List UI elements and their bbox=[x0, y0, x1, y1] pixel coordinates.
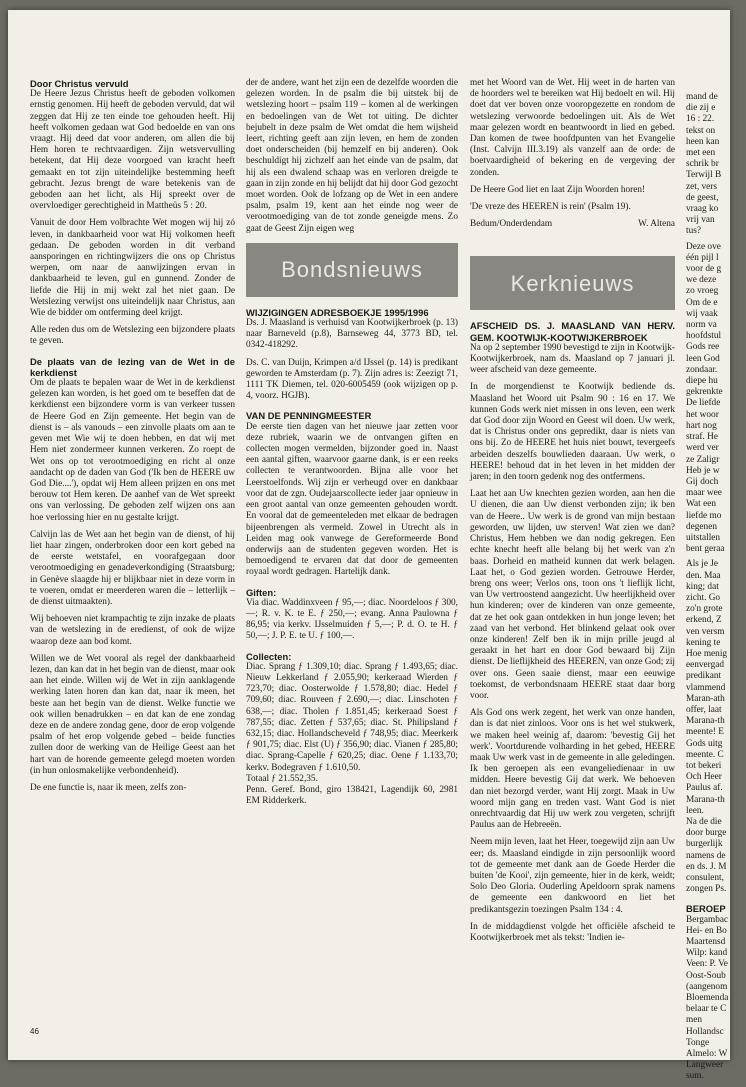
paragraph: der de andere, want het zijn een de dezelfde woorden die gelezen worden. In de psalm die bij uitstek bij de wetslezing hoort – psalm 119 – komen al de werkingen en bedoelingen van de Wet tot uiting. De dichter bejubelt in deze psalm de Wet omdat die hem wijsheid leert, richting geeft aan zijn leven, en hem de zonden doet onderscheiden (bij hemzelf en bij anderen). Ook beschuldigt hij zichzelf aan het einde van de psalm, dat hij als een dwalend schaap was en verloren dreigde te gaan in zijn zonde en hij belijdt dat hij door God gezocht moet worden. Ook de lofzang op de Wet in een andere psalm, psalm 19, kent aan het einde nog weer de verootmoediging van de tot zonde geneigde mens. Zo gaat de Geest Zijn eigen weg bbox=[246, 78, 458, 234]
clipped-line: tekst on bbox=[686, 125, 716, 136]
banner-title: Bondsnieuws bbox=[281, 257, 423, 283]
clipped-line: door burge bbox=[686, 828, 727, 839]
clipped-line: Paulus af. bbox=[686, 783, 723, 794]
clipped-line: tus? bbox=[686, 226, 701, 237]
clipped-line: Tonge bbox=[686, 1037, 710, 1048]
clipped-line: ze Zaligr bbox=[686, 454, 720, 465]
clipped-line: mand de bbox=[686, 92, 718, 102]
clipped-line: de geest, bbox=[686, 192, 719, 203]
paragraph: De Heere Jezus Christus heeft de geboden volkomen ernstig genomen. Hij heeft de geboden vervuld, dat wil zeggen dat Hij ze ten einde toe gehouden heeft. Hij heeft volkomen gedaan wat God bedoelde en van ons vraagt. Hij deed dat voor anderen, om allen die bij Hem horen te rechtvaardigen. Zijn wetsvervulling betekent, dat Hij deze voorgoed van kracht heeft gemaakt en tot zijn uiteindelijke bestemming heeft gebracht. Jezus brengt de ware betekenis van de geboden aan het licht, als Hij spreekt over de overvloediger gerechtigheid in Mattheüs 5 : 20. bbox=[30, 89, 235, 212]
clipped-line: zicht. Go bbox=[686, 592, 721, 603]
column-1 bbox=[30, 78, 235, 800]
clipped-line: king; dat bbox=[686, 581, 719, 592]
heading-wijzigingen-adresboekje: WIJZIGINGEN ADRESBOEKJE 1995/1996 bbox=[246, 306, 429, 318]
clipped-line: Om de e bbox=[686, 297, 718, 308]
heading-penningmeester: VAN DE PENNINGMEESTER bbox=[246, 410, 372, 422]
clipped-line: meente! E bbox=[686, 727, 724, 738]
clipped-line: bent geraa bbox=[686, 544, 725, 555]
clipped-line: Gods ree bbox=[686, 342, 720, 353]
clipped-line: De liefde bbox=[686, 398, 721, 409]
clipped-line: Wilp: kand bbox=[686, 948, 728, 959]
kerknieuws-banner bbox=[470, 256, 675, 310]
clipped-line: wij vaak bbox=[686, 308, 718, 319]
clipped-line: liefde mo bbox=[686, 510, 722, 521]
clipped-line: Wat een bbox=[686, 499, 716, 510]
page-number: 46 bbox=[30, 1027, 39, 1036]
clipped-line: uitstallen bbox=[686, 532, 721, 543]
clipped-line: 16 : 22. bbox=[686, 114, 715, 125]
clipped-line: Gij doch bbox=[686, 476, 719, 487]
clipped-line: Langweer bbox=[686, 1060, 724, 1071]
paragraph: In de middagdienst volgde het officiële afscheid te Kootwijkerbroek met als tekst: 'Indien ie- bbox=[470, 921, 675, 943]
clipped-line: den. Maa bbox=[686, 570, 721, 581]
column-2 bbox=[246, 78, 458, 813]
bondsnieuws-banner bbox=[246, 243, 458, 297]
clipped-line: erkend, Z bbox=[686, 615, 722, 626]
clipped-line: we deze bbox=[686, 275, 717, 286]
paragraph: Diac. Sprang ƒ 1.309,10; diac. Sprang ƒ 1.493,65; diac. Nieuw Lekkerland ƒ 2.055,90; kerkeraad Wierden ƒ 723,70; diac. Oosterwolde ƒ 1.578,80; diac. Hedel ƒ 709,60; diac. Rouveen ƒ 2.690,—; diac. Linschoten ƒ 638,—; diac. Tholen ƒ 1.851,45; kerkeraad Soest ƒ 787,55; diac. Zetten ƒ 537,65; diac. St. Philipsland ƒ 632,15; diac. Hollandscheveld ƒ 748,95; diac. Meerkerk ƒ 901,75; diac. Elst (U) ƒ 356,90; diac. Vianen ƒ 285,80; diac. Sprang-Capelle ƒ 620,25; diac. Oene ƒ 1.133,70; kerkv. Bodegraven ƒ 1.610,50. bbox=[246, 661, 458, 773]
clipped-line: Maartensd bbox=[686, 937, 726, 948]
clipped-line: Deze ove bbox=[686, 241, 721, 252]
clipped-line: maar wee bbox=[686, 488, 722, 499]
paragraph: Penn. Geref. Bond, giro 138421, Lagendijk 60, 2981 EM Ridderkerk. bbox=[246, 784, 458, 807]
paragraph: Wij behoeven niet krampachtig te zijn inzake de plaats van de wetslezing in de eredienst, of ook de wijze waarop deze aan bod komt. bbox=[30, 614, 235, 647]
clipped-line: het woor bbox=[686, 409, 719, 420]
clipped-line: Hoe menig bbox=[686, 648, 728, 659]
paragraph: Vanuit de door Hem volbrachte Wet mogen wij hij zó leven, in dankbaarheid voor wat Hij volkomen heeft gedaan. De geboden worden in dit verband aansporingen en richtingwijzers die ons op Christus werpen, om naar de aanwijzingen ervan in dankbaarheid te leven, gul en gunnend. Zonder de liefde die Hij in mij wekt zal het niet gaan. De Wetslezing verwijst ons uiteindelijk naar Christus, aan Wie de bidder om ontferming deel krijgt. bbox=[30, 218, 235, 319]
clipped-line: vlammend bbox=[686, 682, 726, 693]
signature-place: Bedum/Onderdendam bbox=[470, 219, 553, 230]
clipped-line: met een bbox=[686, 148, 716, 159]
heading-door-christus-vervuld: Door Christus vervuld bbox=[30, 78, 129, 89]
clipped-line: norm va bbox=[686, 320, 717, 331]
clipped-line: vraag ko bbox=[686, 204, 719, 215]
clipped-line: degenen bbox=[686, 521, 717, 532]
heading-giften: Giften: bbox=[246, 586, 277, 598]
clipped-line: burgerlijk bbox=[686, 839, 723, 850]
clipped-line: voor de g bbox=[686, 264, 722, 275]
paragraph: Ds. J. Maasland is verhuisd van Kootwijkerbroek (p. 13) naar Barneveld (p.8), Barnseweg 44, 3773 BD, tel. 0342-418292. bbox=[246, 318, 458, 351]
clipped-line: vrij van bbox=[686, 215, 715, 226]
clipped-line: Marana-th bbox=[686, 794, 725, 805]
clipped-line: Als je Je bbox=[686, 559, 719, 570]
clipped-text-block bbox=[686, 92, 746, 238]
clipped-line: Marana-th bbox=[686, 716, 725, 727]
paragraph: Willen we de Wet vooral als regel der dankbaarheid lezen, dan kan dat in het begin van de dienst, maar ook aan het einde. Willen wij de Wet in zijn aanklagende werking laten horen dan kan dat, naar ik meen, het beste aan het begin van de dienst. Welke functie we ook willen benadrukken – en dat kan de ene zondag deze en de andere zondag gene, door de erop volgende psalm of het erop volgende gebed – beide functies zullen door de werking van de Heilige Geest aan het hart van de horende gemeente gelegd moeten worden (in hun onlosmakelijke verbondenheid). bbox=[30, 653, 235, 776]
signature-name: W. Altena bbox=[638, 219, 675, 230]
paragraph: met het Woord van de Wet. Hij weet in de harten van de hoorders wel te bereiken wat Hij bedoelt en wil. Hij doet dat ver boven onze vooropgezette en rondom de wetslezing verwoorde bedoelingen uit. Als de Wet maar gelezen wordt en beantwoordt in lied en gebed. Dan komen de twee hoofdpunten van het Evangelie (Inst. Calvijn III.3.19) als vanzelf aan de orde: de boetvaardigheid of bekering en de vergeving der zonden. bbox=[470, 78, 675, 178]
clipped-line: kening te bbox=[686, 637, 721, 648]
paragraph: De ene functie is, naar ik meen, zelfs zon- bbox=[30, 782, 187, 793]
paragraph: De Heere God liet en laat Zijn Woorden horen! bbox=[470, 184, 646, 195]
clipped-line: sum. bbox=[686, 1071, 704, 1082]
clipped-line: eenvergad bbox=[686, 660, 725, 671]
clipped-line: zet, vers bbox=[686, 181, 717, 192]
clipped-line: diepe hu bbox=[686, 376, 718, 387]
paragraph: Alle reden dus om de Wetslezing een bijzondere plaats te geven. bbox=[30, 325, 235, 347]
clipped-line: Almelo: W bbox=[686, 1049, 728, 1060]
clipped-line: predikant bbox=[686, 671, 722, 682]
clipped-line: consulent, bbox=[686, 873, 724, 884]
clipped-line: werd ver bbox=[686, 443, 719, 454]
clipped-line: gekrenkte bbox=[686, 387, 723, 398]
clipped-line: Hei- en Bo bbox=[686, 925, 727, 936]
clipped-line: straf. He bbox=[686, 432, 719, 443]
paragraph: Via diac. Waddinxveen ƒ 95,—; diac. Noordeloos ƒ 300,—; R. v. K. te E. ƒ 250,—; evang. Anna Paulowna ƒ 86,95; via kerkv. IJsselmuiden ƒ 5,—; P. d. O. te H. ƒ 50,—; J. P. E. te U. ƒ 100,—. bbox=[246, 597, 458, 642]
newspaper-page bbox=[8, 10, 730, 1082]
clipped-line: Bergambac bbox=[686, 914, 729, 925]
clipped-line: en ds. J. M bbox=[686, 861, 727, 872]
clipped-line: Heb je w bbox=[686, 465, 720, 476]
clipped-line: Gods uitg bbox=[686, 738, 723, 749]
clipped-line: namens de bbox=[686, 850, 726, 861]
clipped-text-block bbox=[686, 915, 746, 1083]
paragraph: De eerste tien dagen van het nieuwe jaar zetten voor deze rubriek, waarin we de ontvangen giften en collecten mogen vermelden, bijzonder goed in. Naast een aantal giften, waarvoor gaarne dank, is er een reeks collecten te verantwoorden. Bijna alle voor het Leerstoelfonds. Wij zijn er verheugd over en dankbaar voor dat de zgn. Oudejaarscollecte ieder jaar opnieuw in een groot aantal van onze gemeenten gehouden wordt. En vooral dat de gemeenteleden met elkaar de bedragen bijeenbrengen als vermeld. Zowel in Utrecht als in Leiden mag ook vanwege de Gereformeerde Bond onderwijs aan de studenten gegeven worden. Het is bemoedigend te ervaren dat dat door de gemeenten royaal wordt gedragen. Hartelijk dank. bbox=[246, 421, 458, 578]
clipped-line: Terwijl B bbox=[686, 170, 722, 181]
clipped-line: hart nog bbox=[686, 420, 717, 431]
paragraph: Totaal ƒ 21.552,35. bbox=[246, 773, 318, 784]
clipped-line: Och Heer bbox=[686, 772, 722, 783]
clipped-line: Veen: P. Ve bbox=[686, 959, 728, 970]
clipped-line: zo'n grote bbox=[686, 604, 723, 615]
column-3 bbox=[470, 78, 675, 950]
paragraph: Na op 2 september 1990 bevestigd te zijn in Kootwijk-Kootwijkerbroek, nam ds. Maasland op 7 januari jl. weer afscheid van deze gemeente. bbox=[470, 342, 675, 376]
paragraph: Als God ons werk zegent, het werk van onze handen, dan is dat niet zinloos. Voor ons is het wel stukwerk, we maken heel weinig af, daarom: 'bevestig Gij het werk'. Voortdurende volharding in het gebed, HEERE maak Uw werk vast in de gemeente in alle geledingen. Ik ben geroepen als een evangeliedienaar in uw midden. Heere bevestig Gij dat werk. We behoeven dan niet bezorgd verder, want Hij zorgt. Maak in Uw woord mijn gang en treden vast. Want God is niet onrechtvaardig dat Hij uw werk zou vergeten, schrijft Paulus aan de Hebreeën. bbox=[470, 708, 675, 831]
clipped-line: zongen Ps. bbox=[686, 884, 727, 895]
paragraph: Laat het aan Uw knechten gezien worden, aan hen die U dienen, die aan Uw dienst verbonden zijn; ik ben van de Heere.. Uw werk is de grond van mijn bestaan geworden, uw lijden, uw sterven! Wat zien we dan? Christus, Hem hebben we dan nodig gekregen. Een echte knecht heeft alle belang bij het werk van z'n baas. Dorheid en matheid kunnen dat werk belagen. Laat het, o God gezien worden. Getrouwe Herder, breng ons weer; Verlos ons, toon ons 't lieflijk licht, van Uw vertroostend aangezicht. Uw heerlijkheid over hun kinderen; over de kinderen van onze gemeente, dat ze het ook gaan ontdekken in hun jonge leven; het zaad van het verbond. Het blinkend gelaat ook over onze kinderen! Zelf ben ik in mijn prille jeugd al geraakt in het hart en door God bewaard bij Zijn dienst. De lieflijkheid des HEEREN, van onze God; zij over ons. Geen saaie dienst, maar een eeuwige toekomst, de verbondsnaam HEERE staat daar borg voor. bbox=[470, 489, 675, 701]
clipped-line: heen kan bbox=[686, 136, 720, 147]
clipped-line: meente. C bbox=[686, 749, 724, 760]
heading-plaats-van-de-lezing: De plaats van de lezing van de Wet in de kerkdienst bbox=[30, 355, 235, 378]
heading-collecten: Collecten: bbox=[246, 650, 292, 662]
clipped-line: hoofdstul bbox=[686, 331, 722, 342]
clipped-line: één pijl l bbox=[686, 252, 719, 263]
heading-afscheid-maasland: AFSCHEID DS. J. MAASLAND VAN HERV. GEM. KOOTWIJK-KOOTWIJKERBROEK bbox=[470, 320, 675, 343]
clipped-line: ven versm bbox=[686, 626, 725, 637]
paragraph: In de morgendienst te Kootwijk bediende ds. Maasland het Woord uit Psalm 90 : 16 en 17. We kunnen Gods werk niet missen in ons leven, een werk dat God door zijn Woord en Geest wil doen. Uw werk, dat is Christus onder ons gepredikt, daar is niets van ons bij. Zo de HEERE het huis niet bouwt, tevergeefs arbeiden deszelfs bouwlieden daaraan. Uw werk, o HEERE! behoud dat in het leven in het midden der jaren; in den toorn gedenk nog des ontfermens. bbox=[470, 382, 675, 483]
signature bbox=[470, 219, 675, 230]
clipped-line: tot bekeri bbox=[686, 760, 722, 771]
column-4-clipped bbox=[686, 92, 746, 1087]
clipped-line: belaar te C bbox=[686, 1004, 727, 1015]
clipped-line: offer, laat bbox=[686, 704, 722, 715]
clipped-line: schrik br bbox=[686, 159, 719, 170]
paragraph: Calvijn las de Wet aan het begin van de dienst, of hij liet haar zingen, onderbroken door een kort gebed na de eerste wetstafel, en voorafgegaan door verootmoediging en genadeverkondiging (Straatsburg; in Genève slaagde hij er blijkbaar niet in deze vorm in te voeren, omdat er meerderen waren die – letterlijk – de dienst uitmaakten). bbox=[30, 529, 235, 607]
clipped-line: Na de die bbox=[686, 817, 722, 827]
clipped-line: Oost-Soub bbox=[686, 970, 726, 981]
clipped-line: zondaar. bbox=[686, 364, 718, 375]
clipped-line: Maran-ath bbox=[686, 693, 725, 704]
clipped-text-block bbox=[686, 559, 746, 895]
heading-beroepen: BEROEP bbox=[686, 903, 726, 915]
clipped-line: (aangenom bbox=[686, 981, 728, 992]
clipped-line: die zij e bbox=[686, 103, 716, 114]
paragraph: 'De vreze des HEEREN is rein' (Psalm 19). bbox=[470, 202, 631, 213]
paragraph: Ds. C. van Duijn, Krimpen a/d IJssel (p. 14) is predikant geworden te Amsterdam (p. 7). Zijn adres is: Zeezigt 71, 1111 TK Diemen, tel. 020-6005459 (ook wijzigen op p. 4, voorz. HGJB). bbox=[246, 357, 458, 402]
clipped-line: men bbox=[686, 1015, 703, 1026]
banner-title: Kerknieuws bbox=[510, 270, 635, 296]
clipped-line: leen. bbox=[686, 805, 704, 816]
clipped-line: leen God bbox=[686, 353, 720, 364]
paragraph: Om de plaats te bepalen waar de Wet in de kerkdienst gelezen kan worden, is het goed om te beseffen dat de kerkdienst een bijzondere vorm is van verkeer tussen de Heere God en Zijn gemeente. Het begin van de dienst is – als vanouds – een zinvolle plaats om aan te geven met Wie wij te doen hebben, en dat wij met Hem niet zondermeer kunnen verkeren. Zo roept de Wet ons op tot verootmoediging en richt al onze aandacht op de daden van God ('Ik ben de HEERE uw God Die....'), opdat wij Hem alleen prijzen en ons met berouw tot Hem keren. De aanhef van de Wet spreekt ons van verlossing. De geboden zelf wijzen ons aan hoe verlossing hier en nu gestalte krijgt. bbox=[30, 378, 235, 523]
clipped-line: zo vroeg bbox=[686, 286, 719, 297]
clipped-text-block bbox=[686, 242, 746, 556]
clipped-line: Hollandsc bbox=[686, 1026, 724, 1037]
clipped-line: Bloemenda bbox=[686, 993, 729, 1004]
paragraph: Neem mijn leven, laat het Heer, toegewijd zijn aan Uw eer; ds. Maasland eindigde in zijn persoonlijk woord tot de gemeente met dank aan de Goede Herder die buiten 'de Kooi', zijn gemeente, hier in de kerk, weidt; Solo Deo Gloria. Ouderling Apeldoorn sprak namens de gemeente een dankwoord en liet het predikantsgezin toezingen Psalm 134 : 4. bbox=[470, 837, 675, 915]
